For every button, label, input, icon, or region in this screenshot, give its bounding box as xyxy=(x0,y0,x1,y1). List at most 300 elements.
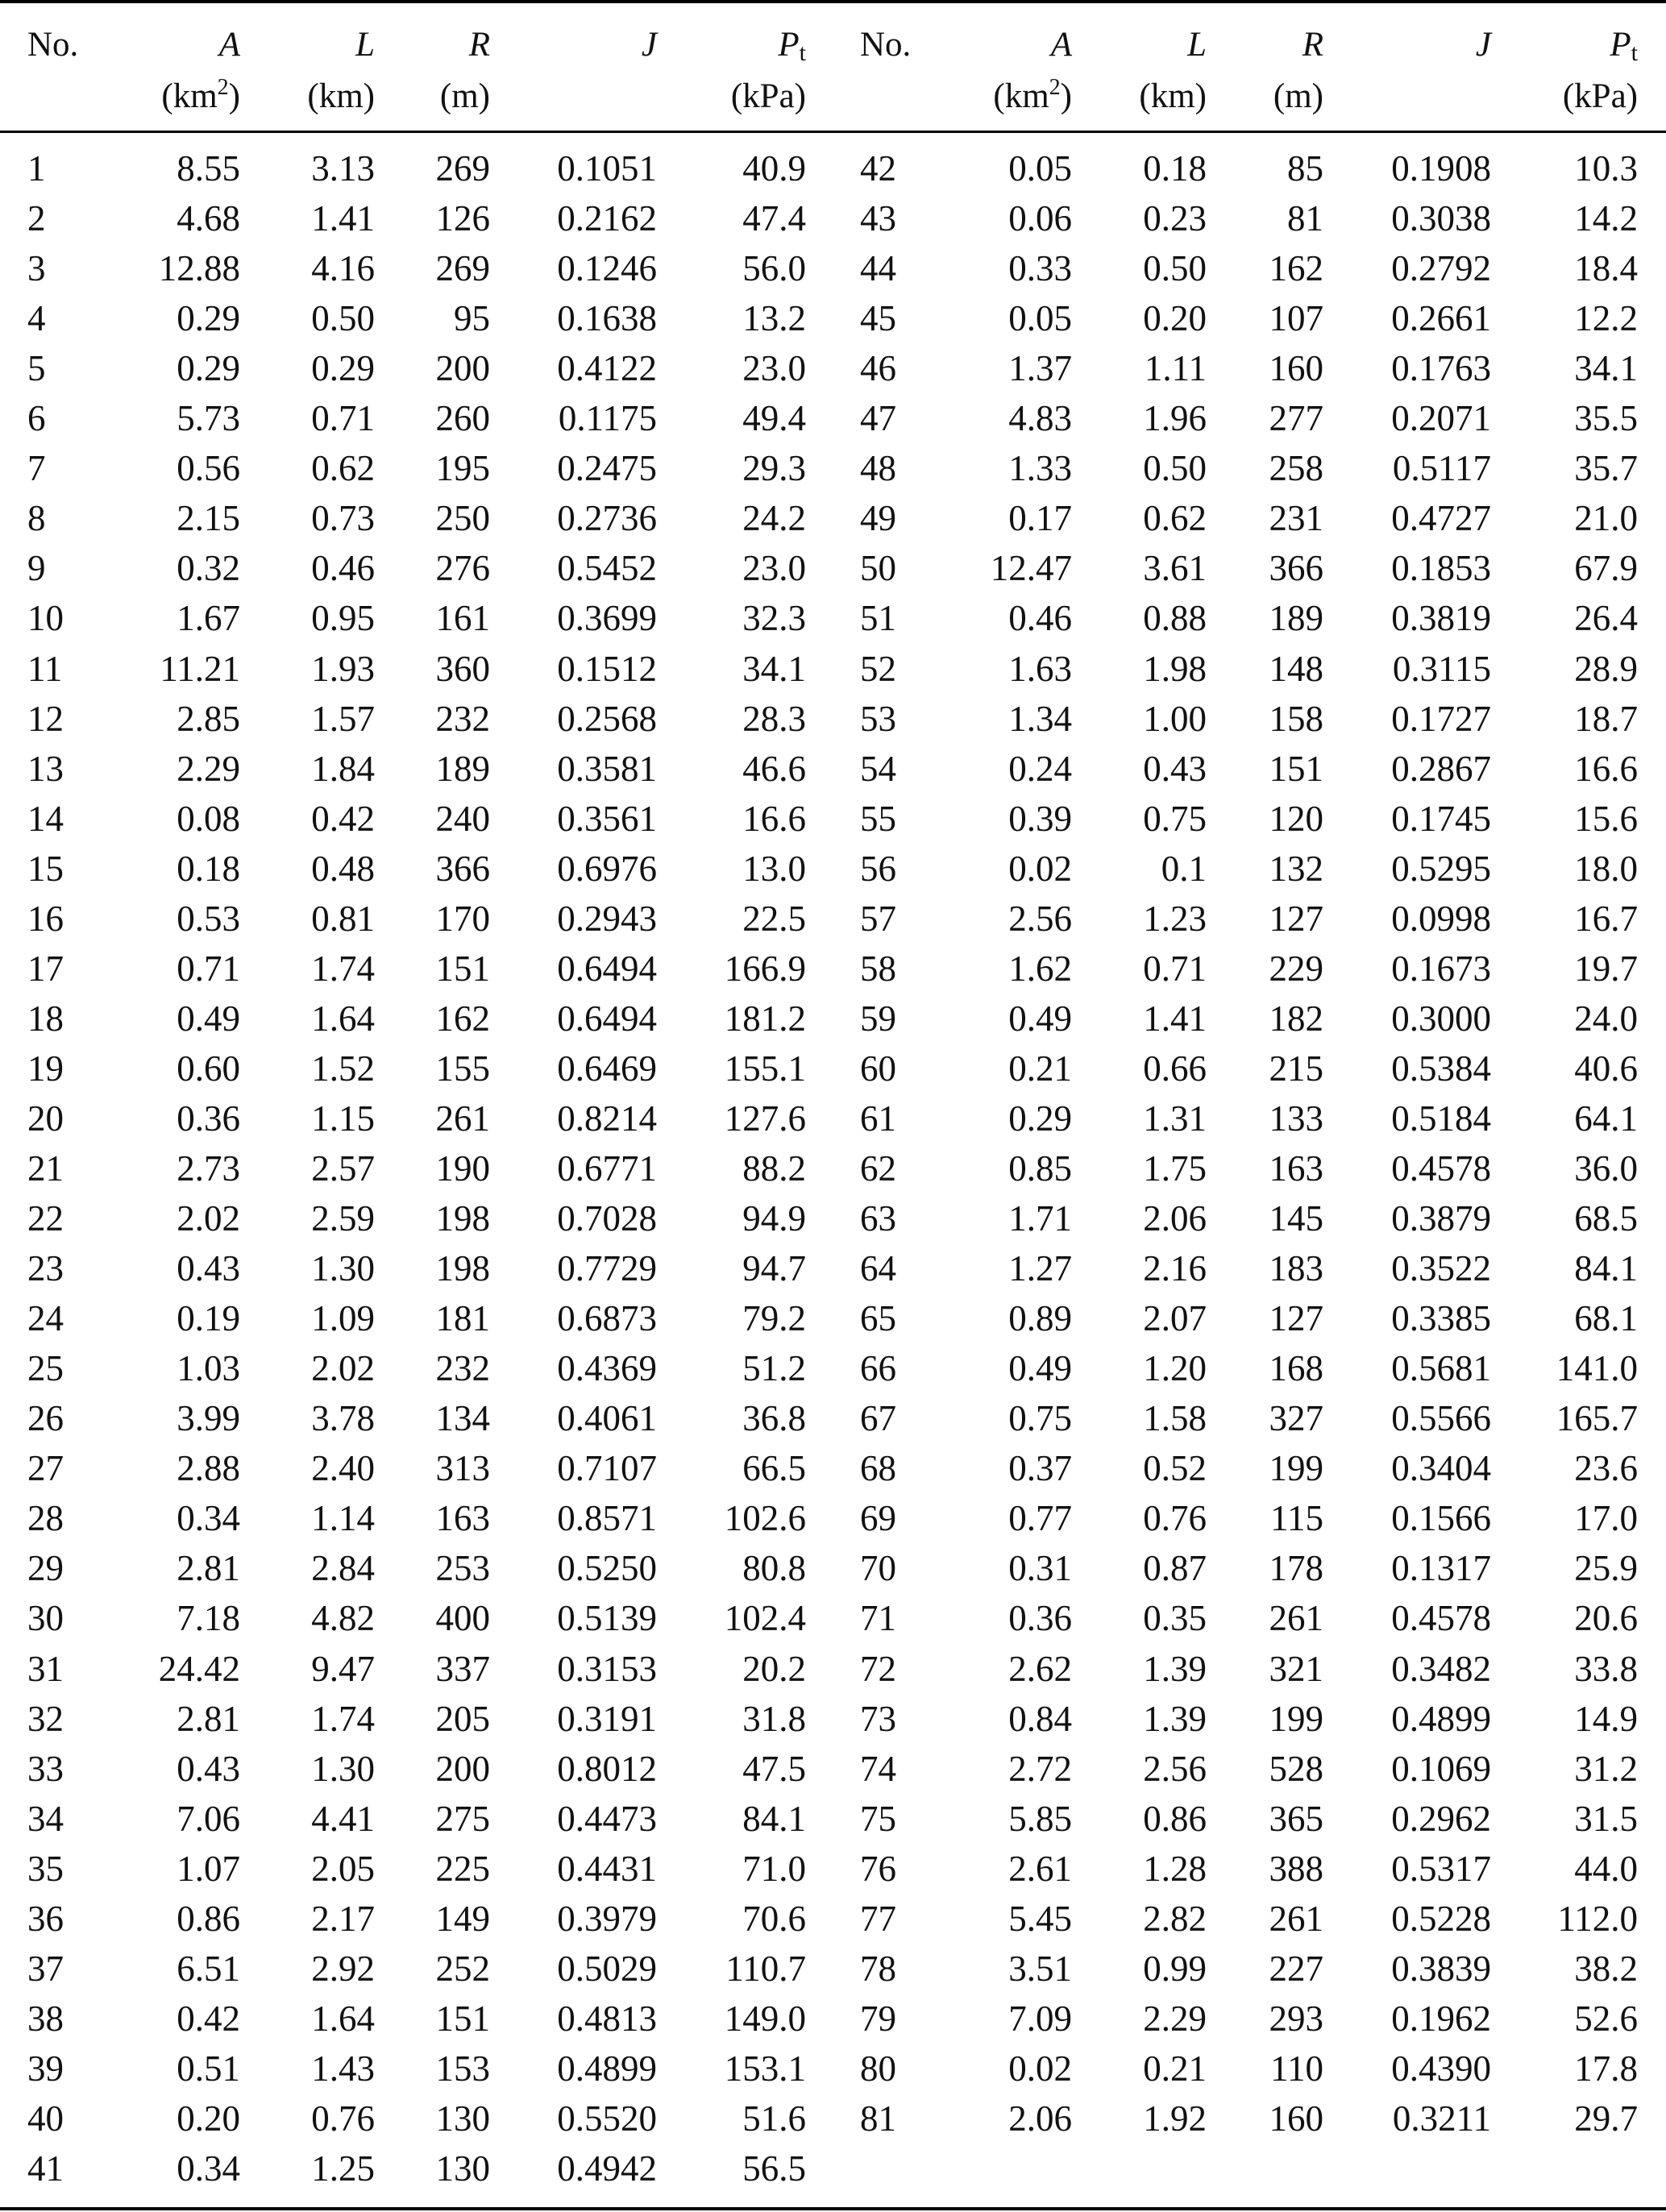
cell-area: 7.18 xyxy=(177,1598,240,1639)
cell-relief: 199 xyxy=(1269,1448,1323,1489)
cell-length: 1.57 xyxy=(311,698,375,739)
cell-area: 0.34 xyxy=(177,1498,240,1539)
cell-relief: 225 xyxy=(435,1848,490,1889)
cell-pressure: 68.5 xyxy=(1574,1198,1638,1239)
cell-length: 1.93 xyxy=(311,648,375,689)
cell-j: 0.3191 xyxy=(557,1698,657,1739)
cell-relief: 85 xyxy=(1287,148,1323,189)
header-length: L (km) xyxy=(307,26,375,115)
cell-length: 0.50 xyxy=(311,298,375,339)
cell-area: 1.62 xyxy=(1008,948,1072,989)
cell-area: 0.49 xyxy=(1008,998,1072,1039)
cell-length: 0.99 xyxy=(1143,1948,1207,1989)
cell-pressure: 16.6 xyxy=(742,798,806,839)
cell-relief: 198 xyxy=(435,1248,490,1289)
cell-row-no: 39 xyxy=(27,2048,64,2089)
cell-area: 2.61 xyxy=(1008,1848,1072,1889)
cell-length: 0.23 xyxy=(1143,198,1207,239)
cell-area: 1.03 xyxy=(177,1348,240,1389)
cell-row-no: 15 xyxy=(27,848,64,889)
cell-area: 0.29 xyxy=(177,298,240,339)
cell-row-no: 34 xyxy=(27,1798,64,1839)
cell-pressure: 17.8 xyxy=(1574,2048,1638,2089)
cell-area: 0.02 xyxy=(1008,848,1072,889)
cell-row-no: 80 xyxy=(860,2048,896,2089)
header-area: A $(km^2)$ xyxy=(161,26,240,115)
cell-length: 0.42 xyxy=(311,798,375,839)
cell-row-no: 49 xyxy=(860,498,896,539)
cell-relief: 126 xyxy=(435,198,490,239)
cell-row-no: 7 xyxy=(27,448,46,489)
cell-length: 1.84 xyxy=(311,748,375,789)
cell-row-no: 67 xyxy=(860,1398,896,1439)
cell-relief: 158 xyxy=(1269,698,1323,739)
cell-j: 0.1317 xyxy=(1391,1548,1491,1589)
cell-area: 0.20 xyxy=(177,2098,240,2139)
cell-row-no: 9 xyxy=(27,548,46,589)
cell-j: 0.3819 xyxy=(1391,598,1491,639)
cell-relief: 162 xyxy=(435,998,490,1039)
cell-row-no: 70 xyxy=(860,1548,896,1589)
header-length-right: L (km) xyxy=(1139,26,1207,115)
cell-area: 2.73 xyxy=(177,1148,240,1189)
bottom-rule xyxy=(0,2207,1666,2210)
cell-j: 0.4431 xyxy=(557,1848,657,1889)
cell-row-no: 36 xyxy=(27,1898,64,1939)
cell-relief: 134 xyxy=(435,1398,490,1439)
cell-pressure: 71.0 xyxy=(742,1848,806,1889)
cell-relief: 178 xyxy=(1269,1548,1323,1589)
cell-area: 0.49 xyxy=(1008,1348,1072,1389)
cell-length: 1.43 xyxy=(311,2048,375,2089)
cell-length: 2.56 xyxy=(1143,1748,1207,1789)
cell-j: 0.6469 xyxy=(557,1048,657,1089)
cell-j: 0.1246 xyxy=(557,248,657,289)
cell-j: 0.1763 xyxy=(1391,348,1491,389)
cell-area: 0.43 xyxy=(177,1248,240,1289)
cell-pressure: 14.9 xyxy=(1574,1698,1638,1739)
cell-row-no: 81 xyxy=(860,2098,896,2139)
cell-j: 0.5117 xyxy=(1392,448,1491,489)
cell-pressure: 31.5 xyxy=(1574,1798,1638,1839)
cell-relief: 275 xyxy=(435,1798,490,1839)
cell-length: 1.39 xyxy=(1143,1698,1207,1739)
top-rule xyxy=(0,0,1666,3)
cell-pressure: 34.1 xyxy=(742,648,806,689)
cell-pressure: 44.0 xyxy=(1574,1848,1638,1889)
cell-row-no: 68 xyxy=(860,1448,896,1489)
cell-row-no: 35 xyxy=(27,1848,64,1889)
cell-row-no: 52 xyxy=(860,648,896,689)
cell-relief: 321 xyxy=(1269,1648,1323,1689)
cell-row-no: 38 xyxy=(27,1998,64,2039)
cell-j: 0.4473 xyxy=(557,1798,657,1839)
cell-pressure: 35.7 xyxy=(1574,448,1638,489)
cell-relief: 153 xyxy=(435,2048,490,2089)
cell-j: 0.1051 xyxy=(557,148,657,189)
cell-j: 0.3404 xyxy=(1391,1448,1491,1489)
cell-area: 0.31 xyxy=(1008,1548,1072,1589)
cell-length: 0.20 xyxy=(1143,298,1207,339)
cell-row-no: 14 xyxy=(27,798,64,839)
cell-j: 0.1745 xyxy=(1391,798,1491,839)
cell-pressure: 18.0 xyxy=(1574,848,1638,889)
cell-row-no: 56 xyxy=(860,848,896,889)
cell-row-no: 10 xyxy=(27,598,64,639)
cell-pressure: 110.7 xyxy=(725,1948,806,1989)
cell-pressure: 64.1 xyxy=(1574,1098,1638,1139)
cell-relief: 132 xyxy=(1269,848,1323,889)
cell-relief: 160 xyxy=(1269,2098,1323,2139)
cell-j: 0.3839 xyxy=(1391,1948,1491,1989)
cell-length: 0.29 xyxy=(311,348,375,389)
cell-length: 0.50 xyxy=(1143,448,1207,489)
cell-row-no: 21 xyxy=(27,1148,64,1189)
cell-area: 2.85 xyxy=(177,698,240,739)
cell-row-no: 77 xyxy=(860,1898,896,1939)
cell-area: 5.45 xyxy=(1008,1898,1072,1939)
cell-area: 0.21 xyxy=(1008,1048,1072,1089)
cell-pressure: 68.1 xyxy=(1574,1298,1638,1339)
cell-length: 0.43 xyxy=(1143,748,1207,789)
cell-length: 0.86 xyxy=(1143,1798,1207,1839)
cell-area: 6.51 xyxy=(177,1948,240,1989)
cell-length: 2.92 xyxy=(311,1948,375,1989)
cell-area: 0.05 xyxy=(1008,298,1072,339)
cell-length: 2.29 xyxy=(1143,1998,1207,2039)
cell-j: 0.3153 xyxy=(557,1648,657,1689)
cell-length: 0.71 xyxy=(311,398,375,439)
cell-row-no: 51 xyxy=(860,598,896,639)
cell-row-no: 5 xyxy=(27,348,46,389)
cell-j: 0.1638 xyxy=(557,298,657,339)
cell-relief: 195 xyxy=(435,448,490,489)
cell-relief: 155 xyxy=(435,1048,490,1089)
cell-j: 0.1908 xyxy=(1391,148,1491,189)
cell-length: 0.76 xyxy=(311,2098,375,2139)
cell-area: 0.89 xyxy=(1008,1298,1072,1339)
cell-pressure: 66.5 xyxy=(742,1448,806,1489)
cell-row-no: 47 xyxy=(860,398,896,439)
cell-relief: 130 xyxy=(435,2148,490,2189)
cell-length: 1.74 xyxy=(311,948,375,989)
cell-pressure: 51.2 xyxy=(742,1348,806,1389)
cell-length: 1.23 xyxy=(1143,898,1207,939)
cell-j: 0.3482 xyxy=(1391,1648,1491,1689)
cell-j: 0.2962 xyxy=(1391,1798,1491,1839)
cell-j: 0.4727 xyxy=(1391,498,1491,539)
cell-length: 2.02 xyxy=(311,1348,375,1389)
cell-pressure: 84.1 xyxy=(1574,1248,1638,1289)
cell-j: 0.3522 xyxy=(1391,1248,1491,1289)
cell-area: 2.56 xyxy=(1008,898,1072,939)
cell-j: 0.4899 xyxy=(557,2048,657,2089)
cell-relief: 120 xyxy=(1269,798,1323,839)
header-pressure: $P_t$ (kPa) xyxy=(730,26,806,115)
cell-relief: 366 xyxy=(1269,548,1323,589)
cell-pressure: 127.6 xyxy=(724,1098,806,1139)
cell-relief: 151 xyxy=(435,1998,490,2039)
cell-row-no: 33 xyxy=(27,1748,64,1789)
cell-area: 0.84 xyxy=(1008,1698,1072,1739)
cell-length: 2.16 xyxy=(1143,1248,1207,1289)
cell-j: 0.7107 xyxy=(557,1448,657,1489)
cell-row-no: 57 xyxy=(860,898,896,939)
cell-j: 0.5139 xyxy=(557,1598,657,1639)
cell-pressure: 36.8 xyxy=(742,1398,806,1439)
cell-area: 0.85 xyxy=(1008,1148,1072,1189)
cell-area: 0.37 xyxy=(1008,1448,1072,1489)
cell-relief: 200 xyxy=(435,348,490,389)
cell-relief: 227 xyxy=(1269,1948,1323,1989)
cell-relief: 229 xyxy=(1269,948,1323,989)
cell-pressure: 141.0 xyxy=(1556,1348,1638,1389)
cell-j: 0.5250 xyxy=(557,1548,657,1589)
cell-pressure: 56.0 xyxy=(742,248,806,289)
cell-j: 0.1512 xyxy=(557,648,657,689)
cell-length: 1.25 xyxy=(311,2148,375,2189)
cell-row-no: 30 xyxy=(27,1598,64,1639)
cell-relief: 365 xyxy=(1269,1798,1323,1839)
cell-j: 0.3879 xyxy=(1391,1198,1491,1239)
cell-relief: 232 xyxy=(435,1348,490,1389)
cell-row-no: 62 xyxy=(860,1148,896,1189)
cell-area: 0.60 xyxy=(177,1048,240,1089)
cell-j: 0.2661 xyxy=(1391,298,1491,339)
cell-pressure: 29.7 xyxy=(1574,2098,1638,2139)
cell-j: 0.1962 xyxy=(1391,1998,1491,2039)
header-relief-right: R (m) xyxy=(1273,26,1323,115)
cell-relief: 261 xyxy=(1269,1898,1323,1939)
cell-relief: 388 xyxy=(1269,1848,1323,1889)
cell-area: 0.05 xyxy=(1008,148,1072,189)
cell-j: 0.3038 xyxy=(1391,198,1491,239)
cell-relief: 253 xyxy=(435,1548,490,1589)
cell-pressure: 79.2 xyxy=(742,1298,806,1339)
cell-row-no: 25 xyxy=(27,1348,64,1389)
cell-row-no: 61 xyxy=(860,1098,896,1139)
cell-length: 1.64 xyxy=(311,1998,375,2039)
cell-relief: 163 xyxy=(435,1498,490,1539)
cell-relief: 127 xyxy=(1269,898,1323,939)
cell-area: 2.02 xyxy=(177,1198,240,1239)
cell-row-no: 37 xyxy=(27,1948,64,1989)
cell-length: 0.50 xyxy=(1143,248,1207,289)
cell-j: 0.5681 xyxy=(1391,1348,1491,1389)
cell-relief: 198 xyxy=(435,1198,490,1239)
cell-j: 0.7028 xyxy=(557,1198,657,1239)
cell-length: 1.30 xyxy=(311,1248,375,1289)
cell-relief: 110 xyxy=(1270,2048,1323,2089)
cell-j: 0.2792 xyxy=(1391,248,1491,289)
cell-area: 24.42 xyxy=(158,1648,240,1689)
cell-area: 5.73 xyxy=(177,398,240,439)
cell-pressure: 28.3 xyxy=(742,698,806,739)
cell-area: 4.83 xyxy=(1008,398,1072,439)
cell-row-no: 55 xyxy=(860,798,896,839)
cell-area: 0.77 xyxy=(1008,1498,1072,1539)
cell-length: 2.84 xyxy=(311,1548,375,1589)
cell-length: 1.64 xyxy=(311,998,375,1039)
cell-relief: 181 xyxy=(435,1298,490,1339)
cell-j: 0.8012 xyxy=(557,1748,657,1789)
cell-area: 2.29 xyxy=(177,748,240,789)
cell-pressure: 10.3 xyxy=(1574,148,1638,189)
cell-length: 0.76 xyxy=(1143,1498,1207,1539)
cell-length: 2.07 xyxy=(1143,1298,1207,1339)
cell-j: 0.3581 xyxy=(557,748,657,789)
cell-pressure: 51.6 xyxy=(742,2098,806,2139)
cell-pressure: 102.6 xyxy=(724,1498,806,1539)
cell-length: 0.73 xyxy=(311,498,375,539)
cell-j: 0.5317 xyxy=(1391,1848,1491,1889)
cell-area: 2.81 xyxy=(177,1548,240,1589)
cell-area: 0.53 xyxy=(177,898,240,939)
cell-relief: 258 xyxy=(1269,448,1323,489)
cell-area: 0.24 xyxy=(1008,748,1072,789)
cell-row-no: 58 xyxy=(860,948,896,989)
cell-pressure: 15.6 xyxy=(1574,798,1638,839)
cell-pressure: 155.1 xyxy=(724,1048,806,1089)
cell-pressure: 52.6 xyxy=(1574,1998,1638,2039)
cell-area: 1.67 xyxy=(177,598,240,639)
cell-row-no: 2 xyxy=(27,198,46,239)
cell-area: 12.47 xyxy=(990,548,1072,589)
cell-relief: 269 xyxy=(435,248,490,289)
cell-j: 0.1853 xyxy=(1391,548,1491,589)
cell-pressure: 29.3 xyxy=(742,448,806,489)
cell-pressure: 33.8 xyxy=(1574,1648,1638,1689)
cell-pressure: 165.7 xyxy=(1556,1398,1638,1439)
cell-pressure: 94.7 xyxy=(742,1248,806,1289)
cell-relief: 293 xyxy=(1269,1998,1323,2039)
cell-length: 1.98 xyxy=(1143,648,1207,689)
cell-pressure: 149.0 xyxy=(724,1998,806,2039)
cell-area: 2.15 xyxy=(177,498,240,539)
cell-length: 0.81 xyxy=(311,898,375,939)
cell-relief: 170 xyxy=(435,898,490,939)
cell-length: 1.39 xyxy=(1143,1648,1207,1689)
cell-j: 0.5384 xyxy=(1391,1048,1491,1089)
cell-relief: 148 xyxy=(1269,648,1323,689)
cell-relief: 133 xyxy=(1269,1098,1323,1139)
cell-area: 0.75 xyxy=(1008,1398,1072,1439)
cell-row-no: 40 xyxy=(27,2098,64,2139)
cell-pressure: 94.9 xyxy=(742,1198,806,1239)
cell-area: 2.72 xyxy=(1008,1748,1072,1789)
cell-pressure: 22.5 xyxy=(742,898,806,939)
cell-relief: 337 xyxy=(435,1648,490,1689)
cell-row-no: 27 xyxy=(27,1448,64,1489)
cell-area: 0.06 xyxy=(1008,198,1072,239)
cell-row-no: 17 xyxy=(27,948,64,989)
cell-j: 0.4578 xyxy=(1391,1598,1491,1639)
cell-row-no: 26 xyxy=(27,1398,64,1439)
cell-length: 1.75 xyxy=(1143,1148,1207,1189)
cell-pressure: 34.1 xyxy=(1574,348,1638,389)
cell-pressure: 24.0 xyxy=(1574,998,1638,1039)
cell-j: 0.5184 xyxy=(1391,1098,1491,1139)
cell-area: 0.29 xyxy=(1008,1098,1072,1139)
cell-length: 0.35 xyxy=(1143,1598,1207,1639)
cell-pressure: 28.9 xyxy=(1574,648,1638,689)
cell-j: 0.4813 xyxy=(557,1998,657,2039)
cell-pressure: 24.2 xyxy=(742,498,806,539)
cell-relief: 145 xyxy=(1269,1198,1323,1239)
cell-row-no: 69 xyxy=(860,1498,896,1539)
cell-row-no: 74 xyxy=(860,1748,896,1789)
cell-row-no: 1 xyxy=(27,148,46,189)
cell-j: 0.6494 xyxy=(557,948,657,989)
cell-area: 1.27 xyxy=(1008,1248,1072,1289)
cell-j: 0.1727 xyxy=(1391,698,1491,739)
cell-j: 0.6494 xyxy=(557,998,657,1039)
cell-pressure: 16.6 xyxy=(1574,748,1638,789)
cell-row-no: 76 xyxy=(860,1848,896,1889)
cell-pressure: 112.0 xyxy=(1557,1898,1638,1939)
cell-area: 0.33 xyxy=(1008,248,1072,289)
cell-j: 0.5452 xyxy=(557,548,657,589)
cell-length: 4.82 xyxy=(311,1598,375,1639)
cell-pressure: 26.4 xyxy=(1574,598,1638,639)
cell-pressure: 23.6 xyxy=(1574,1448,1638,1489)
cell-row-no: 54 xyxy=(860,748,896,789)
cell-length: 1.30 xyxy=(311,1748,375,1789)
cell-relief: 127 xyxy=(1269,1298,1323,1339)
cell-j: 0.0998 xyxy=(1391,898,1491,939)
cell-row-no: 73 xyxy=(860,1698,896,1739)
cell-area: 11.21 xyxy=(160,648,240,689)
cell-j: 0.8571 xyxy=(557,1498,657,1539)
header-no-right: No. xyxy=(860,26,912,64)
cell-row-no: 23 xyxy=(27,1248,64,1289)
cell-area: 0.56 xyxy=(177,448,240,489)
cell-j: 0.2736 xyxy=(557,498,657,539)
cell-relief: 528 xyxy=(1269,1748,1323,1789)
cell-length: 0.1 xyxy=(1161,848,1207,889)
cell-relief: 130 xyxy=(435,2098,490,2139)
cell-length: 0.48 xyxy=(311,848,375,889)
cell-j: 0.5566 xyxy=(1391,1398,1491,1439)
cell-length: 1.96 xyxy=(1143,398,1207,439)
cell-length: 1.74 xyxy=(311,1698,375,1739)
cell-row-no: 12 xyxy=(27,698,64,739)
cell-length: 3.13 xyxy=(311,148,375,189)
cell-length: 9.47 xyxy=(311,1648,375,1689)
cell-j: 0.4899 xyxy=(1391,1698,1491,1739)
cell-length: 4.41 xyxy=(311,1798,375,1839)
cell-row-no: 16 xyxy=(27,898,64,939)
cell-length: 0.52 xyxy=(1143,1448,1207,1489)
cell-relief: 313 xyxy=(435,1448,490,1489)
cell-relief: 151 xyxy=(435,948,490,989)
cell-pressure: 13.2 xyxy=(742,298,806,339)
cell-pressure: 17.0 xyxy=(1574,1498,1638,1539)
cell-pressure: 20.6 xyxy=(1574,1598,1638,1639)
cell-pressure: 80.8 xyxy=(742,1548,806,1589)
cell-row-no: 72 xyxy=(860,1648,896,1689)
cell-relief: 149 xyxy=(435,1898,490,1939)
cell-area: 2.88 xyxy=(177,1448,240,1489)
cell-pressure: 153.1 xyxy=(724,2048,806,2089)
cell-pressure: 19.7 xyxy=(1574,948,1638,989)
cell-pressure: 18.7 xyxy=(1574,698,1638,739)
cell-row-no: 64 xyxy=(860,1248,896,1289)
cell-j: 0.5295 xyxy=(1391,848,1491,889)
cell-row-no: 60 xyxy=(860,1048,896,1089)
cell-j: 0.3979 xyxy=(557,1898,657,1939)
cell-relief: 160 xyxy=(1269,348,1323,389)
